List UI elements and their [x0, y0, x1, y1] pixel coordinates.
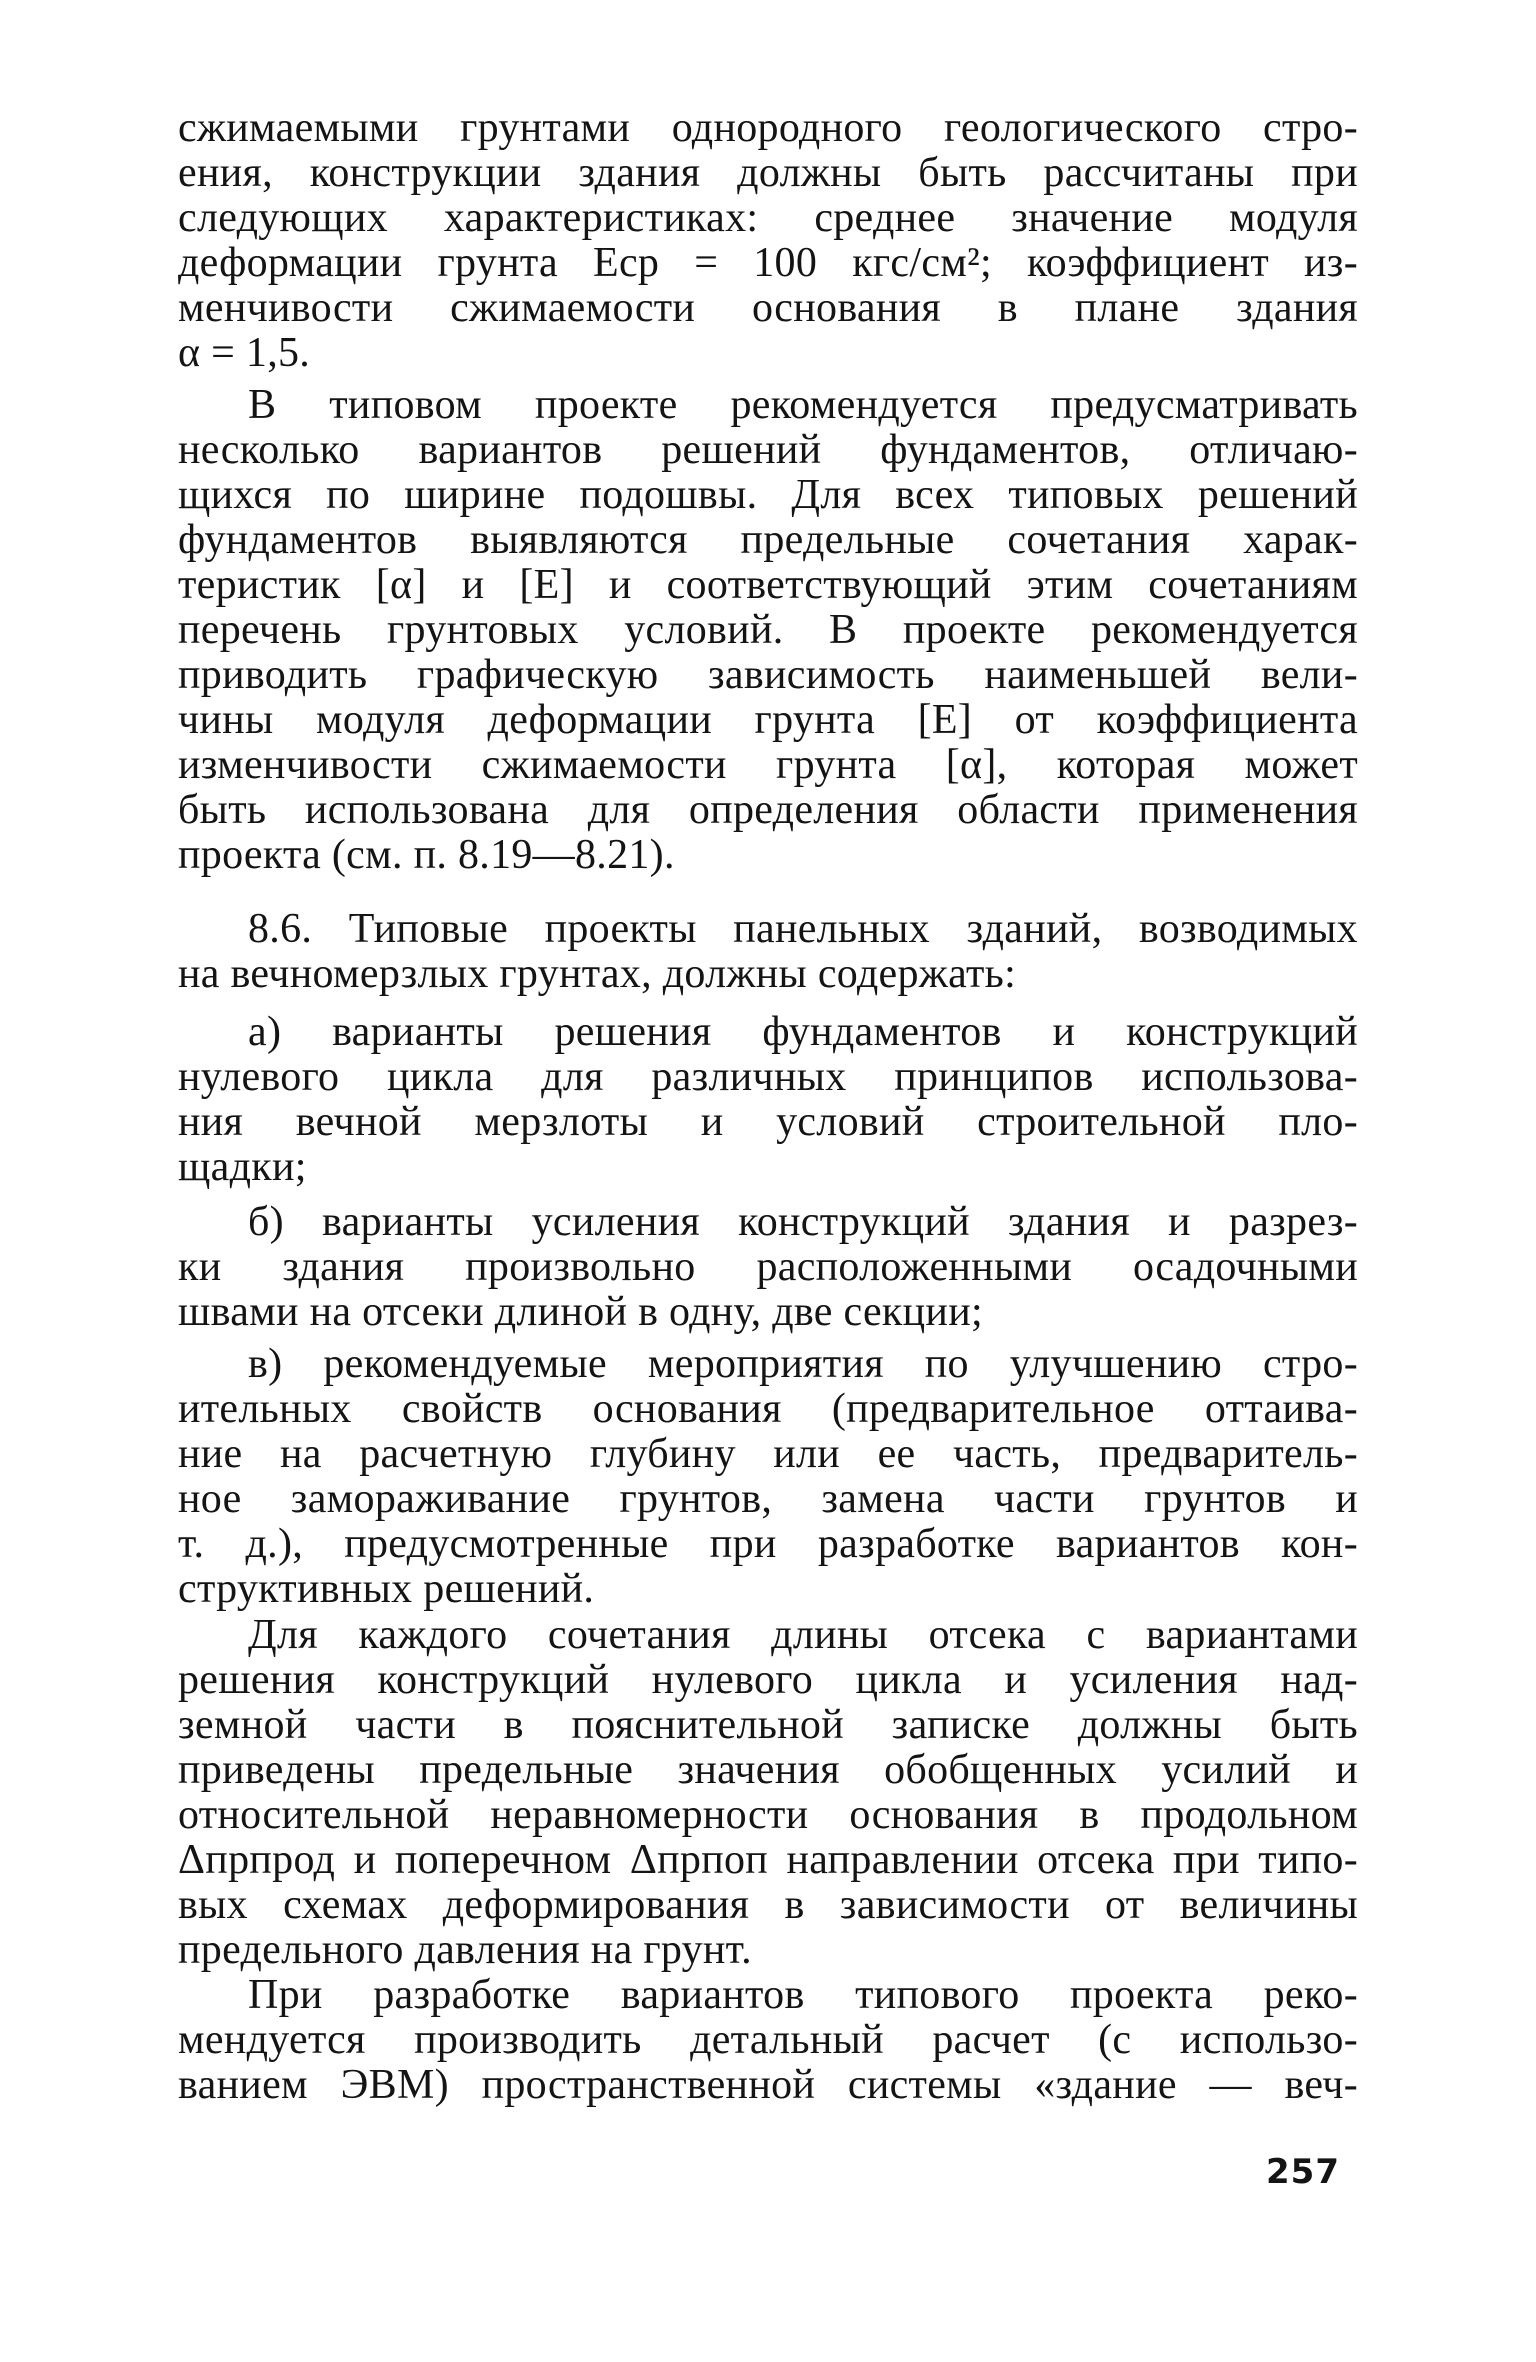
text-line: проекта (см. п. 8.19—8.21).: [178, 832, 675, 878]
text-line: 8.6. Типовые проекты панельных зданий, возводимых: [248, 906, 1358, 952]
text-line: ительных свойств основания (предварительное оттаива-: [178, 1386, 1358, 1432]
text-line: ванием ЭВМ) пространственной системы «здание — веч-: [178, 2062, 1358, 2108]
text-line: щадки;: [178, 1144, 307, 1190]
paragraph-continuation: [178, 106, 1358, 376]
section-8-6-heading-paragraph: [178, 907, 1358, 997]
text-line: менчивости сжимаемости основания в плане здания: [178, 285, 1358, 331]
text-line: быть использована для определения области применения: [178, 787, 1358, 833]
text-line: перечень грунтовых условий. В проекте рекомендуется: [178, 607, 1358, 653]
text-line: следующих характеристиках: среднее значение модуля: [178, 195, 1358, 241]
text-line: При разработке вариантов типового проекта реко-: [248, 1972, 1358, 2018]
text-line: швами на отсеки длиной в одну, две секции;: [178, 1289, 983, 1335]
text-line: структивных решений.: [178, 1566, 595, 1612]
text-line: несколько вариантов решений фундаментов, отличаю-: [178, 427, 1358, 473]
paragraph-detailed-calculation: [178, 1973, 1358, 2108]
text-line: земной части в пояснительной записке должны быть: [178, 1702, 1358, 1748]
text-line: чины модуля деформации грунта [E] от коэффициента: [178, 697, 1358, 743]
list-item-b: [178, 1200, 1358, 1335]
text-line: в) рекомендуемые мероприятия по улучшению стро-: [248, 1341, 1358, 1387]
paragraph-standard-project-recommendation: [178, 383, 1358, 878]
list-item-v: [178, 1342, 1358, 1612]
text-line: вых схемах деформирования в зависимости от величины: [178, 1882, 1358, 1928]
list-item-a: [178, 1010, 1358, 1190]
text-line: В типовом проекте рекомендуется предусматривать: [248, 382, 1358, 428]
page-number: 257: [1266, 2152, 1340, 2192]
text-line: α = 1,5.: [178, 330, 311, 376]
text-line: Для каждого сочетания длины отсека с вариантами: [248, 1612, 1358, 1658]
text-line: мендуется производить детальный расчет (с использо-: [178, 2017, 1358, 2063]
text-line: т. д.), предусмотренные при разработке вариантов кон-: [178, 1521, 1358, 1567]
text-line: приведены предельные значения обобщенных усилий и: [178, 1747, 1358, 1793]
text-line: изменчивости сжимаемости грунта [α], которая может: [178, 742, 1358, 788]
text-line: щихся по ширине подошвы. Для всех типовых решений: [178, 472, 1358, 518]
text-line: приводить графическую зависимость наименьшей вели-: [178, 652, 1358, 698]
text-line: фундаментов выявляются предельные сочетания харак-: [178, 517, 1358, 563]
text-line: ное замораживание грунтов, замена части грунтов и: [178, 1476, 1358, 1522]
text-line: сжимаемыми грунтами однородного геологического стро-: [178, 105, 1358, 151]
text-line: теристик [α] и [E] и соответствующий этим сочетаниям: [178, 562, 1358, 608]
text-line: нулевого цикла для различных принципов использова-: [178, 1054, 1358, 1100]
text-line: Δпрпрод и поперечном Δпрпоп направлении отсека при типо-: [178, 1837, 1358, 1883]
text-line: предельного давления на грунт.: [178, 1927, 752, 1973]
text-line: ние на расчетную глубину или ее часть, предваритель-: [178, 1431, 1358, 1477]
text-line: ния вечной мерзлоты и условий строительной пло-: [178, 1099, 1358, 1145]
text-line: решения конструкций нулевого цикла и усиления над-: [178, 1657, 1358, 1703]
text-line: ки здания произвольно расположенными осадочными: [178, 1244, 1358, 1290]
text-line: б) варианты усиления конструкций здания и разрез-: [248, 1199, 1358, 1245]
text-line: на вечномерзлых грунтах, должны содержать:: [178, 951, 1017, 997]
text-line: а) варианты решения фундаментов и конструкций: [248, 1009, 1358, 1055]
text-line: ения, конструкции здания должны быть рассчитаны при: [178, 150, 1358, 196]
text-line: относительной неравномерности основания в продольном: [178, 1792, 1358, 1838]
text-line: деформации грунта Eср = 100 кгс/см²; коэффициент из-: [178, 240, 1358, 286]
paragraph-segment-length-combinations: [178, 1613, 1358, 1973]
